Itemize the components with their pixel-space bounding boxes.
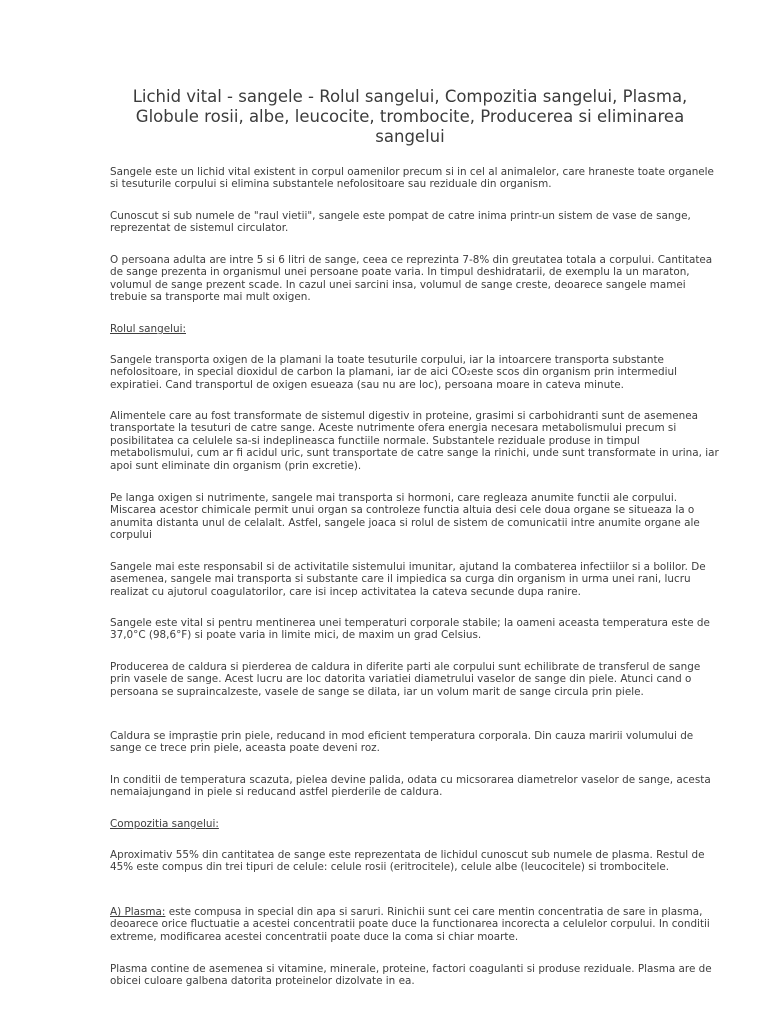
paragraph-raul-vietii: Cunoscut si sub numele de "raul vietii", sangele este pompat de catre inima printr-un sistem de vase de sange, reprezentat de sistemul circulator. [110, 210, 691, 235]
paragraph-hormoni: Pe langa oxigen si nutrimente, sangele mai transporta si hormoni, care regleaza anumite functii ale corpului. Miscarea acestor chimicale permit unui organ sa controleze functia altuia desi cele doua organe se situeaza la o anumita distanta unul de celalalt. Astfel, sangele joaca si rolul de sistem de comunicatii intre anumite organe ale corpului [110, 492, 700, 542]
paragraph-alimente: Alimentele care au fost transformate de sistemul digestiv in proteine, grasimi si carbohidranti sunt de asemenea transportate la tesuturi de catre sange. Aceste nutrimente ofera energia necesara metabolismului precum si posibilitatea ca celulele sa-si indeplineasca functiile normale. Substantele reziduale produse in timpul metabolismului, cum ar fi acidul uric, sunt transportate de catre sange la rinichi, unde sunt transformate in urina, iar apoi sunt eliminate din organism (prin excretie). [110, 410, 719, 472]
section-heading-rolul: Rolul sangelui: [110, 323, 186, 335]
paragraph-temperatura-scazuta: In conditii de temperatura scazuta, pielea devine palida, odata cu micsorarea diametrelor vaselor de sange, acesta nemaiajungand in piele si reducand astfel pierderile de caldura. [110, 774, 711, 799]
paragraph-caldura: Producerea de caldura si pierderea de caldura in diferite parti ale corpului sunt echilibrate de transferul de sange prin vasele de sange. Acest lucru are loc datorita variatiei diametrului vaselor de sange din piele. Atunci cand o persoana se supraincalzeste, vasele de sange se dilata, iar un volum marit de sange circula prin piele. [110, 661, 701, 698]
section-heading-compozitia: Compozitia sangelui: [110, 818, 219, 830]
paragraph-intro: Sangele este un lichid vital existent in corpul oamenilor precum si in cel al animalelor, care hraneste toate organele si tesuturile corpului si elimina substantele nefolositoare sau reziduale din organism. [110, 166, 714, 191]
plasma-label: A) Plasma: [110, 906, 166, 918]
paragraph-plasma [110, 906, 720, 943]
paragraph-piele: Caldura se impraștie prin piele, reducand in mod eficient temperatura corporala. Din cauza maririi volumului de sange ce trece prin piele, aceasta poate deveni roz. [110, 730, 694, 755]
paragraph-temperatura: Sangele este vital si pentru mentinerea unei temperaturi corporale stabile; la oameni aceasta temperatura este de 37,0°C (98,6°F) si poate varia in limite mici, de maxim un grad Celsius. [110, 617, 710, 642]
paragraph-imunitar: Sangele mai este responsabil si de activitatile sistemului imunitar, ajutand la combaterea infectiilor si a bolilor. De asemenea, sangele mai transporta si substante care il impiedica sa curga din organism in urma unei rani, lucru realizat cu ajutorul coagulatorilor, care isi incep activitatea la cateva secunde dupa ranire. [110, 561, 706, 598]
plasma-text: este compusa in special din apa si saruri. Rinichii sunt cei care mentin concentratia de sare in plasma, deoarece orice fluctuatie a acestei concentratii poate duce la functionarea incorecta a celulelor corpului. In conditii extreme, modificarea acestei concentratii poate duce la coma si chiar moarte. [110, 906, 710, 943]
document-title: Lichid vital - sangele - Rolul sangelui, Compozitia sangelui, Plasma, Globule rosii, albe, leucocite, trombocite, Producerea si eliminarea sangelui [132, 87, 688, 146]
paragraph-plasma-continut: Plasma contine de asemenea si vitamine, minerale, proteine, factori coagulanti si produse reziduale. Plasma are de obicei culoare galbena datorita proteinelor dizolvate in ea. [110, 963, 712, 988]
paragraph-volum: O persoana adulta are intre 5 si 6 litri de sange, ceea ce reprezinta 7-8% din greutatea totala a corpului. Cantitatea de sange prezenta in organismul unei persoane poate varia. In timpul deshidratarii, de exemplu la un maraton, volumul de sange prezent scade. In cazul unei sarcini insa, volumul de sange creste, deoarece sangele mamei trebuie sa transporte mai mult oxigen. [110, 254, 713, 304]
paragraph-compozitie: Aproximativ 55% din cantitatea de sange este reprezentata de lichidul cunoscut sub numele de plasma. Restul de 45% este compus din trei tipuri de celule: celule rosii (eritrocitele), celule albe (leucocitele) si trombocitele. [110, 849, 705, 874]
paragraph-oxigen: Sangele transporta oxigen de la plamani la toate tesuturile corpului, iar la intoarcere transporta substante nefolositoare, in special dioxidul de carbon la plamani, iar de aici CO₂este scos din organism prin intermediul expiratiei. Cand transportul de oxigen esueaza (sau nu are loc), persoana moare in cateva minute. [110, 354, 677, 391]
